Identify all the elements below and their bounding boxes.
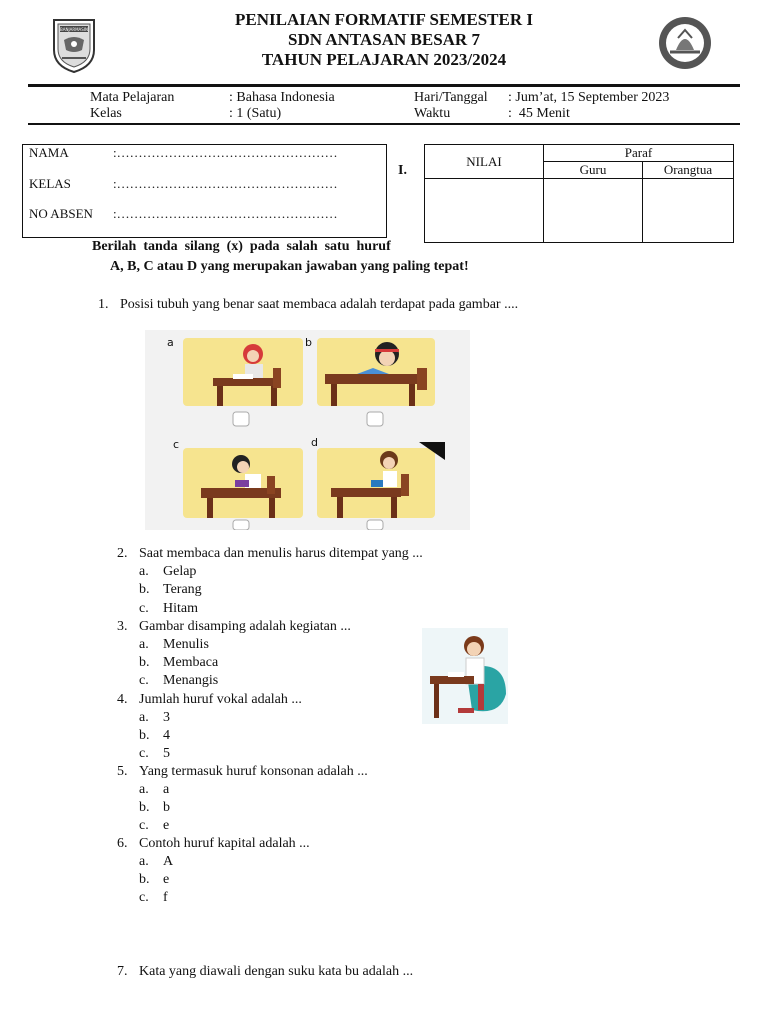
nilai-header: NILAI xyxy=(425,145,544,179)
question-4-option-c-letter: c. xyxy=(139,746,149,761)
nilai-cell[interactable] xyxy=(425,179,544,243)
instruction-line-1: Berilah tanda silang (x) pada salah satu huruf xyxy=(92,239,391,254)
kelas-info-value: : 1 (Satu) xyxy=(229,106,282,121)
question-2-option-b-letter: b. xyxy=(139,582,150,597)
orangtua-signature-cell[interactable] xyxy=(643,179,734,243)
section-number: I. xyxy=(398,163,407,178)
hari-value: : Jum’at, 15 September 2023 xyxy=(508,90,670,105)
question-6-text: Contoh huruf kapital adalah ... xyxy=(139,836,310,851)
image-b-reading-too-close xyxy=(317,338,435,406)
checkbox-d[interactable] xyxy=(367,520,383,530)
question-3-option-c[interactable]: Menangis xyxy=(163,673,219,688)
question-2-number: 2. xyxy=(117,546,128,561)
question-3-option-b-letter: b. xyxy=(139,655,150,670)
title-line-1: PENILAIAN FORMATIF SEMESTER I xyxy=(234,10,533,29)
question-4-number: 4. xyxy=(117,692,128,707)
hari-label: Hari/Tanggal xyxy=(414,90,488,105)
question-5-number: 5. xyxy=(117,764,128,779)
question-3-option-b[interactable]: Membaca xyxy=(163,655,219,670)
waktu-label: Waktu xyxy=(414,106,451,121)
question-5-option-b-letter: b. xyxy=(139,800,150,815)
question-3-number: 3. xyxy=(117,619,128,634)
image-label-c: c xyxy=(173,438,180,451)
paraf-header: Paraf xyxy=(544,145,734,162)
identity-box xyxy=(22,144,387,238)
svg-text:BANJARMASIN: BANJARMASIN xyxy=(60,27,88,32)
image-d-correct-posture xyxy=(317,442,445,518)
image-a-reading-with-hijab xyxy=(183,338,303,406)
header-rule-top xyxy=(28,84,740,87)
question-2-text: Saat membaca dan menulis harus ditempat yang ... xyxy=(139,546,423,561)
question-4-text: Jumlah huruf vokal adalah ... xyxy=(139,692,302,707)
question-4-option-b[interactable]: 4 xyxy=(163,728,170,743)
image-c-slouching-reading xyxy=(183,448,303,518)
kelas-field[interactable]: :…………………………………………… xyxy=(113,176,338,191)
title-line-3: TAHUN PELAJARAN 2023/2024 xyxy=(261,50,507,69)
question-3-option-a-letter: a. xyxy=(139,637,149,652)
question-7-number: 7. xyxy=(117,964,128,979)
reading-posture-images xyxy=(145,330,470,530)
question-2-option-c-letter: c. xyxy=(139,601,149,616)
checkbox-b[interactable] xyxy=(367,412,383,426)
nama-field[interactable]: :…………………………………………… xyxy=(113,145,338,160)
question-2-option-a-letter: a. xyxy=(139,564,149,579)
student-writing-image xyxy=(422,628,508,724)
question-6-option-b-letter: b. xyxy=(139,872,150,887)
question-5-option-c-letter: c. xyxy=(139,818,149,833)
question-3-text: Gambar disamping adalah kegiatan ... xyxy=(139,619,351,634)
orangtua-header: Orangtua xyxy=(643,162,734,179)
question-5-option-b[interactable]: b xyxy=(163,800,170,815)
guru-header: Guru xyxy=(544,162,643,179)
question-6-option-b[interactable]: e xyxy=(163,872,170,887)
checkbox-a[interactable] xyxy=(233,412,249,426)
question-6-option-a[interactable]: A xyxy=(163,854,174,869)
question-5-option-a[interactable]: a xyxy=(163,782,170,797)
question-2-option-c[interactable]: Hitam xyxy=(163,601,198,616)
question-4-option-a[interactable]: 3 xyxy=(163,710,170,725)
header-rule-bottom xyxy=(28,123,740,125)
question-3-option-c-letter: c. xyxy=(139,673,149,688)
instruction-line-2: A, B, C atau D yang merupakan jawaban yang paling tepat! xyxy=(110,259,469,274)
score-table xyxy=(424,144,734,243)
question-6-option-c-letter: c. xyxy=(139,890,149,905)
question-6-option-a-letter: a. xyxy=(139,854,149,869)
question-5-text: Yang termasuk huruf konsonan adalah ... xyxy=(139,764,368,779)
question-1-text: Posisi tubuh yang benar saat membaca adalah terdapat pada gambar .... xyxy=(120,297,519,312)
question-2-option-b[interactable]: Terang xyxy=(163,582,202,597)
title-line-2: SDN ANTASAN BESAR 7 xyxy=(288,30,480,49)
image-label-a: a xyxy=(167,336,174,349)
kelas-label: KELAS xyxy=(29,176,71,191)
nama-label: NAMA xyxy=(29,145,69,160)
question-5-option-a-letter: a. xyxy=(139,782,149,797)
question-3-option-a[interactable]: Menulis xyxy=(163,637,209,652)
mapel-label: Mata Pelajaran xyxy=(90,90,175,105)
question-4-option-a-letter: a. xyxy=(139,710,149,725)
absen-label: NO ABSEN xyxy=(29,206,93,221)
question-5-option-c[interactable]: e xyxy=(163,818,170,833)
question-4-option-b-letter: b. xyxy=(139,728,150,743)
mapel-value: : Bahasa Indonesia xyxy=(229,90,335,105)
question-6-option-c[interactable]: f xyxy=(163,890,168,905)
image-label-b: b xyxy=(305,336,312,349)
tut-wuri-handayani-logo xyxy=(656,16,714,70)
waktu-value: : 45 Menit xyxy=(508,106,570,121)
question-2-option-a[interactable]: Gelap xyxy=(163,564,197,579)
question-4-option-c[interactable]: 5 xyxy=(163,746,170,761)
question-1-number: 1. xyxy=(98,297,109,312)
checkbox-c[interactable] xyxy=(233,520,249,530)
image-label-d: d xyxy=(311,436,318,449)
question-6-number: 6. xyxy=(117,836,128,851)
kelas-info-label: Kelas xyxy=(90,106,122,121)
question-7-text: Kata yang diawali dengan suku kata bu adalah ... xyxy=(139,964,414,979)
absen-field[interactable]: :…………………………………………… xyxy=(113,206,338,221)
guru-signature-cell[interactable] xyxy=(544,179,643,243)
